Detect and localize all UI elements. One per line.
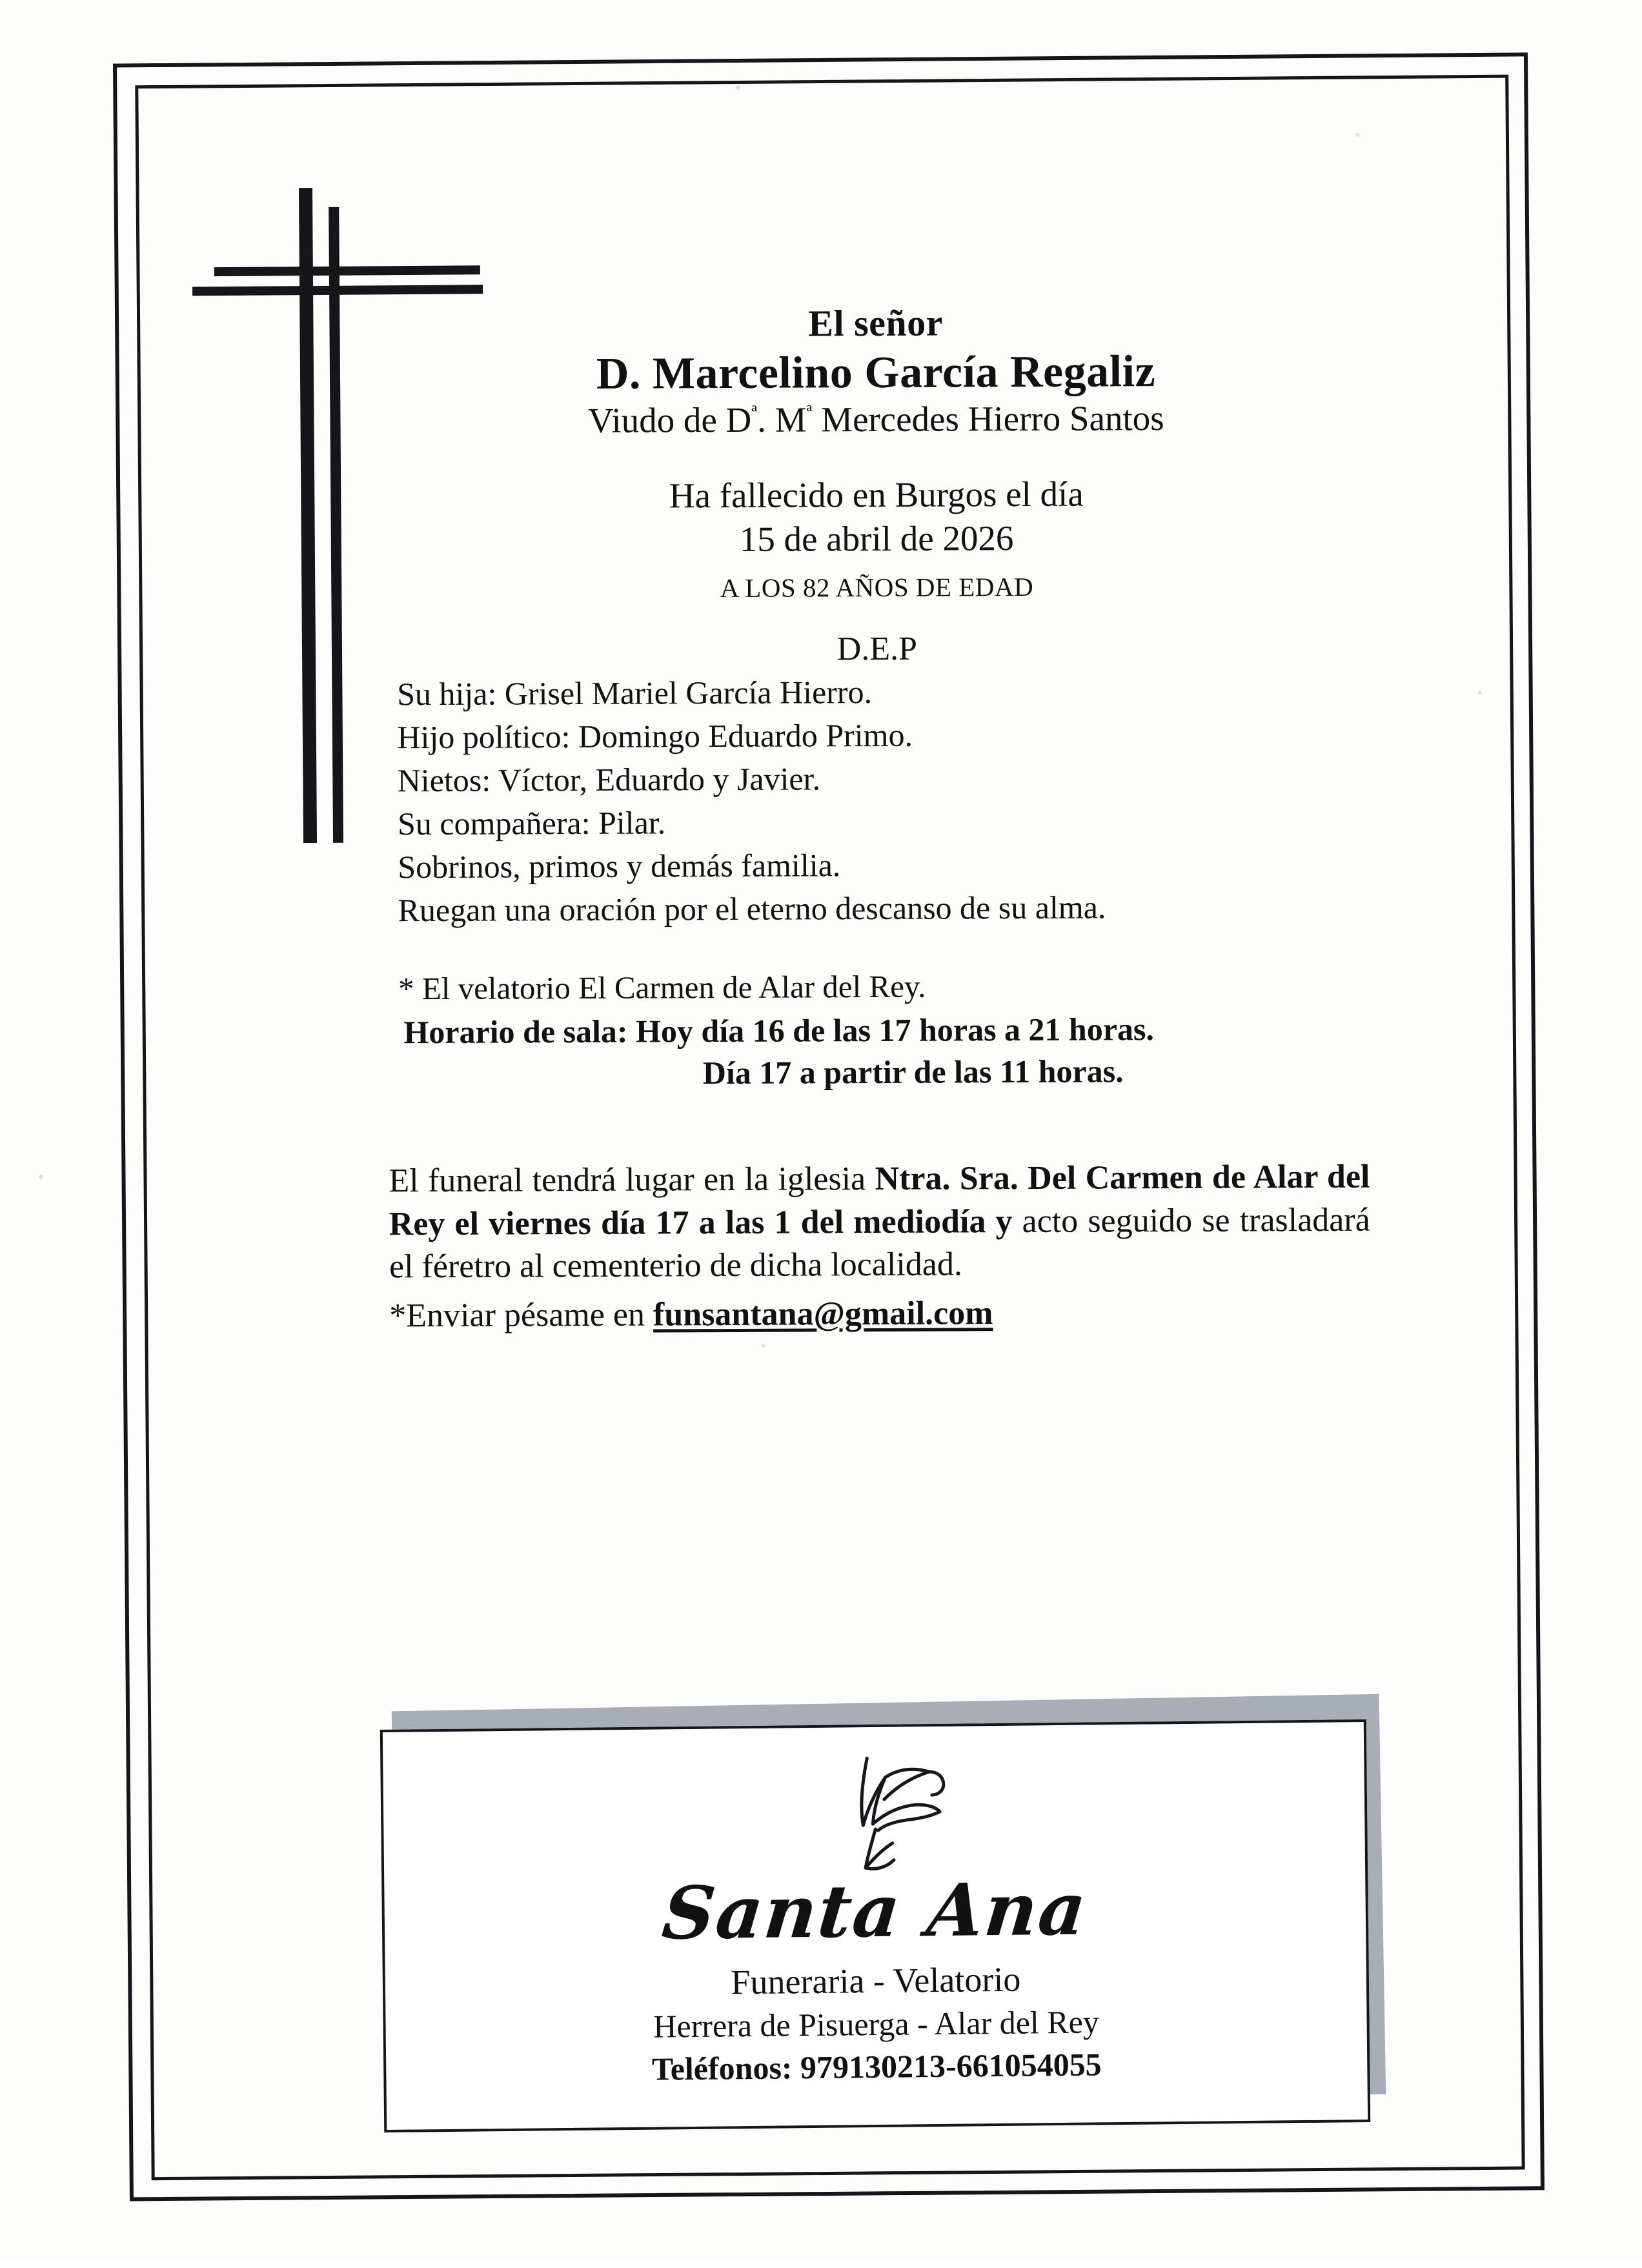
brand-phone — [386, 2043, 1368, 2091]
honorific-title: El señor — [808, 301, 944, 345]
condolence-line — [389, 1290, 1370, 1338]
obituary-content — [385, 301, 1371, 1338]
scan-speck — [39, 1175, 43, 1179]
funeral-text-bold: Ntra. Sra. Del Carmen de Alar del Rey el viernes día 17 a las 1 del mediodía y — [389, 1158, 1370, 1243]
spouse-prefix: Viudo de D — [587, 400, 752, 440]
phone-label: Teléfonos: — [651, 2049, 801, 2087]
scan-speck — [762, 1344, 765, 1348]
list-item: Nietos: Víctor, Eduardo y Javier. — [397, 760, 821, 798]
list-item: Su hija: Grisel Mariel García Hierro. — [397, 673, 873, 712]
funeral-text-part-2: acto seguido se trasladará el féretro al cementerio de dicha localidad. — [389, 1201, 1370, 1286]
rip-abbreviation: D.E.P — [836, 631, 918, 668]
spouse-ordinal-2: ª — [806, 400, 813, 423]
family-survivors-list — [387, 668, 1369, 932]
list-item: Su compañera: Pilar. — [397, 804, 666, 842]
brand-locations: Herrera de Pisuerga - Alar del Rey — [653, 2003, 1100, 2045]
spouse-ordinal-1: ª — [751, 401, 758, 424]
wake-location-line: * El velatorio El Carmen de Alar del Rey. — [398, 968, 926, 1006]
scan-speck — [1478, 691, 1482, 694]
condolence-prefix: *Enviar pésame en — [389, 1296, 654, 1335]
list-item: Sobrinos, primos y demás familia. — [398, 846, 841, 885]
spouse-line — [385, 398, 1366, 441]
funeral-home-card — [380, 1719, 1370, 2132]
funeral-text-part-1: El funeral tendrá lugar en la iglesia — [389, 1160, 875, 1200]
phone-numbers: 979130213-661054055 — [800, 2045, 1102, 2085]
spouse-name: Mercedes Hierro Santos — [812, 398, 1164, 440]
wake-schedule-line-2: Día 17 a partir de las 11 horas. — [702, 1053, 1124, 1091]
wake-schedule-line-1: Horario de sala: Hoy día 16 de las 17 horas a 21 horas. — [403, 1011, 1155, 1051]
death-date-line: 15 de abril de 2026 — [739, 518, 1014, 560]
wake-section — [388, 964, 1370, 1095]
list-item: Ruegan una oración por el eterno descanso de su alma. — [398, 888, 1106, 928]
condolence-email-link[interactable]: funsantana@gmail.com — [653, 1295, 993, 1333]
deceased-name: D. Marcelino García Regaliz — [596, 346, 1156, 399]
brand-services: Funeraria - Velatorio — [731, 1959, 1021, 2002]
brand-name: Santa Ana — [659, 1867, 1091, 1956]
list-item: Hijo político: Domingo Eduardo Primo. — [397, 716, 913, 755]
funeral-paragraph — [389, 1156, 1370, 1289]
spouse-mid: . M — [756, 400, 807, 440]
scan-speck — [1355, 133, 1359, 137]
death-age-line: A LOS 82 AÑOS DE EDAD — [720, 572, 1034, 603]
death-place-line: Ha fallecido en Burgos el día — [669, 474, 1084, 516]
scan-speck — [736, 85, 740, 90]
